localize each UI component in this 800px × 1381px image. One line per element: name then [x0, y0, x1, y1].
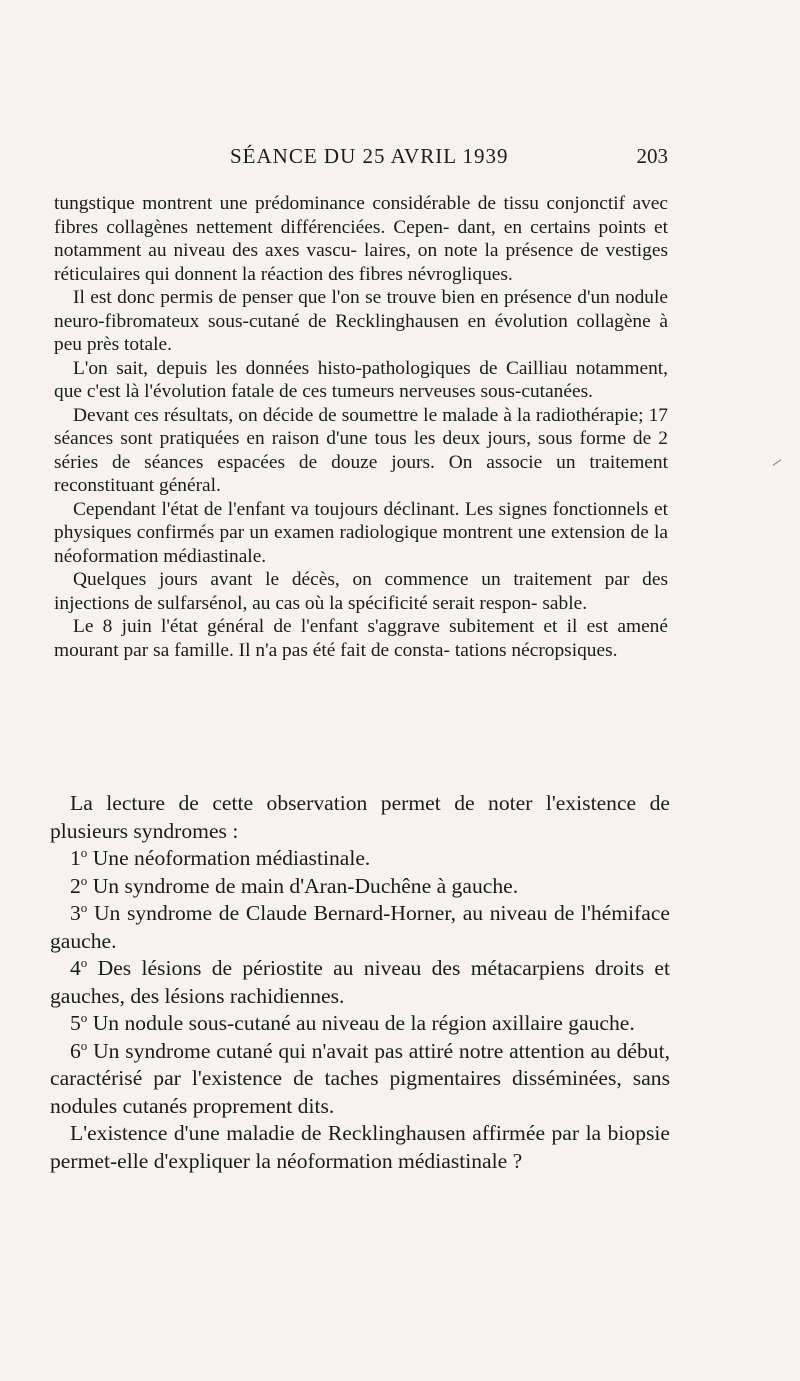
text-line: Un syndrome cutané qui n'avait pas attiré notre attention	[93, 1038, 585, 1063]
syndrome-item	[50, 845, 670, 873]
syndrome-item	[50, 900, 670, 955]
text-line: sable.	[542, 592, 588, 614]
ordinal-mark: o	[80, 1037, 88, 1053]
text-line: montrent une extension de la néoformation médiastinale.	[54, 522, 668, 567]
text-line: La lecture de cette observation permet de noter l'existence	[70, 791, 637, 815]
item-number: 1	[70, 846, 81, 870]
ordinal-mark: o	[80, 872, 88, 888]
paragraph	[54, 615, 668, 662]
observation-text	[54, 192, 668, 662]
text-line: Cependant l'état de l'enfant va toujours déclinant. Les signes	[73, 498, 548, 520]
text-line: l'hémiface gauche.	[50, 901, 670, 953]
paragraph	[50, 1120, 670, 1175]
text-line: de plusieurs syndromes :	[50, 791, 670, 843]
text-line: des injections de sulfarsénol, au cas où la spécificité serait respon-	[54, 569, 668, 614]
text-line: Des lésions de périostite au niveau des métacarpiens droits	[97, 956, 645, 980]
text-line: Quelques jours avant le décès, on commence un traitement par	[73, 569, 630, 590]
ordinal-mark: o	[80, 845, 88, 861]
text-line: laires, on note la présence de vestiges réticulaires qui donnent la	[54, 240, 669, 285]
text-line: d'un nodule neuro-fibromateux sous-cutané de Recklinghausen en	[54, 287, 668, 332]
text-line: L'on sait, depuis les données histo-pathologiques de Cailliau	[73, 357, 568, 379]
ordinal-mark: o	[80, 1010, 88, 1026]
text-line: Le 8 juin l'état général de l'enfant s'aggrave subitement et il	[73, 616, 578, 637]
text-line: dant, en certains points et notamment au niveau des axes vascu-	[54, 216, 668, 261]
text-line: sous-cutanées.	[480, 381, 593, 402]
text-line: au début, caractérisé par l'existence de taches pigmentaires	[50, 1038, 670, 1090]
text-line: L'existence d'une maladie de Recklinghausen affirmée par	[70, 1121, 580, 1145]
item-number: 3	[70, 901, 81, 925]
item-number: 6	[70, 1038, 81, 1063]
text-line: gauche.	[568, 1011, 635, 1035]
ordinal-mark: o	[80, 955, 88, 971]
paragraph	[54, 568, 668, 615]
text-line: Il est donc permis de penser que l'on se trouve bien en présence	[73, 287, 572, 308]
syndrome-item	[50, 955, 670, 1010]
item-number: 5	[70, 1011, 81, 1035]
item-number: 2	[70, 873, 81, 898]
paragraph	[54, 498, 668, 569]
text-line: Un syndrome de Claude Bernard-Horner, au niveau de	[93, 901, 575, 925]
text-line: Un nodule sous-cutané au niveau de la région axillaire	[92, 1011, 563, 1035]
syndrome-item	[50, 873, 670, 901]
paragraph	[54, 357, 668, 404]
item-number: 4	[70, 956, 81, 980]
text-line: est amené mourant par sa famille. Il n'a pas été fait de consta-	[54, 616, 668, 661]
discussion-text	[50, 790, 670, 1175]
page-header	[54, 144, 668, 174]
text-line: et gauches, des lésions rachidiennes.	[50, 956, 671, 1008]
text-line: jours. On associe un traitement reconstituant général.	[54, 451, 668, 496]
text-line: évolution collagène à peu près totale.	[54, 310, 668, 355]
text-line: disséminées, sans nodules cutanés proprement dits.	[50, 1066, 670, 1118]
text-line: la biopsie permet-elle d'expliquer la néoformation médiastinale ?	[50, 1121, 670, 1173]
paragraph	[54, 404, 668, 498]
ordinal-mark: o	[80, 900, 88, 916]
paragraph	[54, 286, 668, 357]
text-line: Devant ces résultats, on décide de soumettre le malade à la	[73, 404, 531, 426]
text-line: notamment, que c'est là l'évolution fatale de ces tumeurs nerveuses	[54, 357, 668, 402]
text-line: réaction des fibres névrogliques.	[260, 263, 513, 285]
paragraph	[50, 790, 670, 845]
running-title: SÉANCE DU 25 AVRIL 1939	[230, 144, 509, 168]
text-line: radiothérapie; 17 séances sont pratiquées en raison d'une tous les	[54, 404, 668, 449]
page-number: 203	[636, 144, 668, 168]
text-line: Une néoformation médiastinale.	[92, 846, 371, 870]
text-line: deux jours, sous forme de 2 séries de séances espacées de douze	[54, 428, 668, 473]
text-line: tungstique montrent une prédominance considérable de tissu	[54, 193, 540, 214]
text-line: conjonctif avec fibres collagènes nettement différenciées. Cepen-	[54, 193, 668, 238]
margin-mark	[773, 459, 782, 466]
paragraph	[54, 192, 668, 286]
syndrome-item	[50, 1010, 670, 1038]
syndrome-item	[50, 1038, 670, 1121]
text-line: tations nécropsiques.	[454, 639, 618, 661]
text-line: fonctionnels et physiques confirmés par un examen radiologique	[54, 498, 668, 543]
text-line: Un syndrome de main d'Aran-Duchêne à gauche.	[92, 873, 519, 898]
